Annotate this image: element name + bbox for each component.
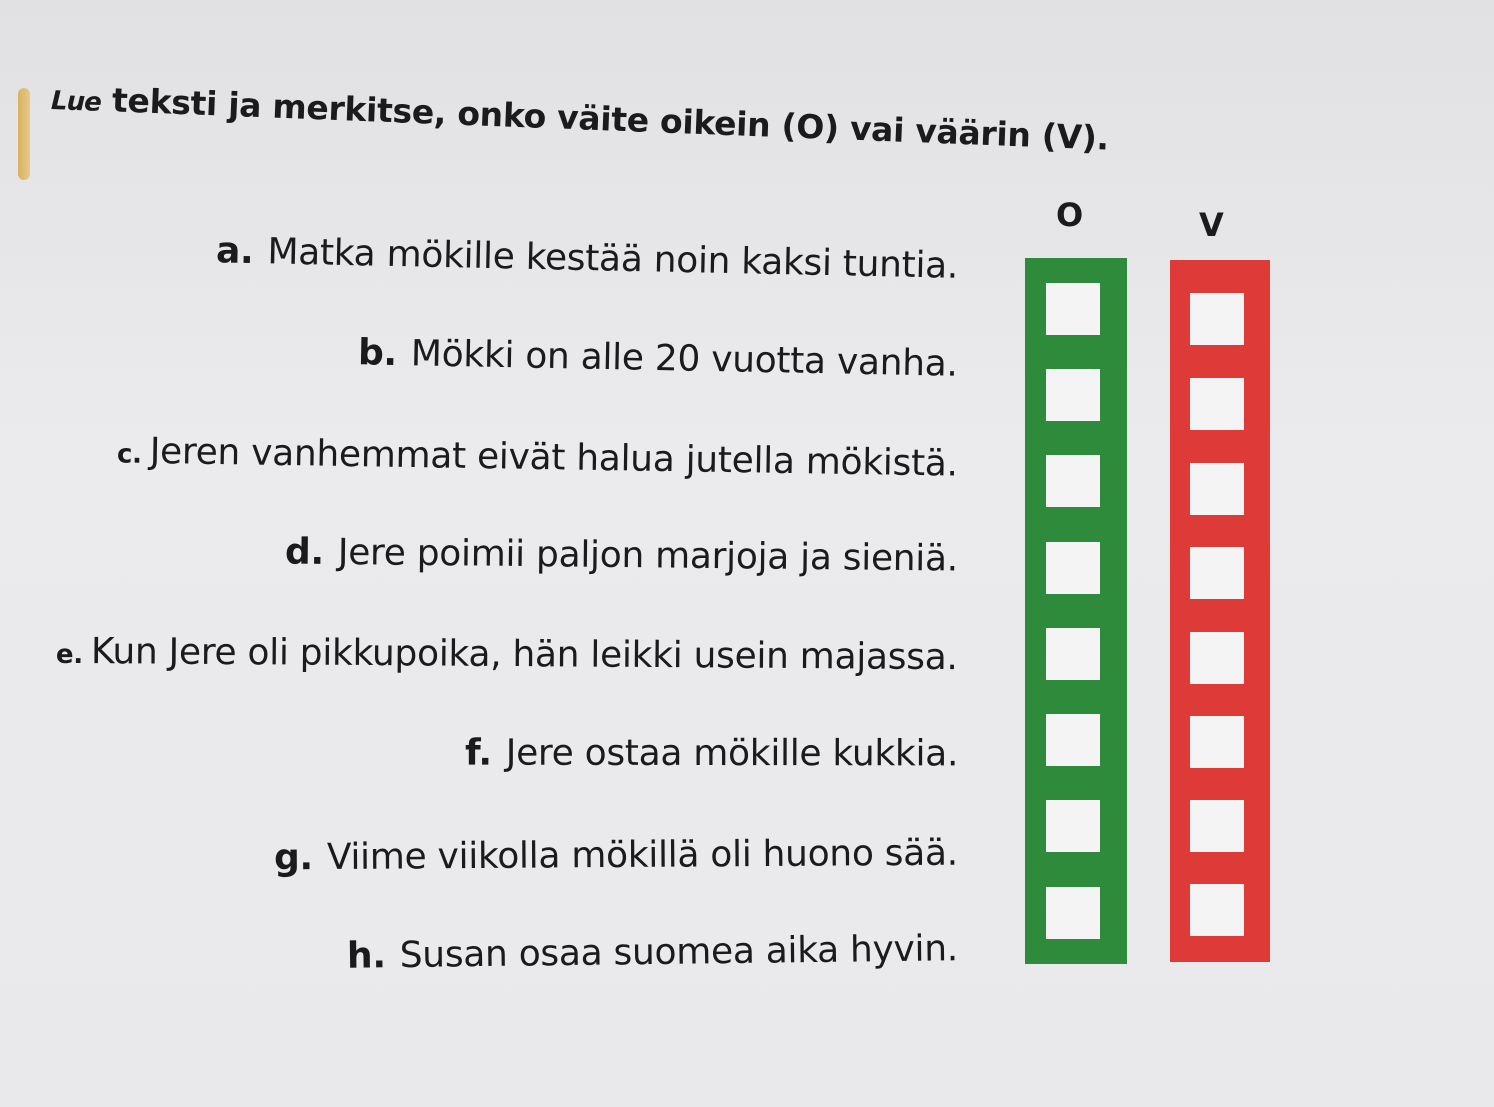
- checkbox-false-c[interactable]: [1190, 463, 1244, 515]
- statement-letter: c.: [116, 439, 143, 470]
- statement-text: Jeren vanhemmat eivät halua jutella mökistä.: [149, 430, 959, 485]
- checkbox-true-h[interactable]: [1046, 887, 1100, 939]
- false-answer-strip: [1170, 260, 1270, 962]
- statement-letter: f.: [464, 732, 492, 774]
- checkbox-false-h[interactable]: [1190, 884, 1244, 936]
- checkbox-true-f[interactable]: [1046, 714, 1100, 766]
- statement-text: Susan osaa suomea aika hyvin.: [399, 928, 959, 977]
- statement-a: [216, 230, 959, 287]
- instruction-text: teksti ja merkitse, onko väite oikein (O) vai väärin (V).: [111, 80, 1110, 158]
- statement-e: [56, 631, 958, 678]
- checkbox-false-e[interactable]: [1190, 632, 1244, 684]
- checkbox-true-e[interactable]: [1046, 628, 1100, 680]
- true-answer-strip: [1025, 258, 1127, 964]
- statement-text: Jere ostaa mökille kukkia.: [505, 732, 959, 775]
- checkbox-false-d[interactable]: [1190, 547, 1244, 599]
- statement-letter: d.: [284, 531, 325, 573]
- instruction-lead: Lue: [50, 85, 102, 118]
- section-tab-marker: [18, 88, 30, 180]
- statement-c: [117, 430, 958, 484]
- checkbox-true-g[interactable]: [1046, 800, 1100, 852]
- statement-letter: h.: [346, 935, 387, 977]
- statement-g: [274, 833, 958, 879]
- statement-b: [358, 332, 958, 385]
- exercise-instruction: [51, 78, 1110, 158]
- statement-text: Matka mökille kestää noin kaksi tuntia.: [266, 231, 959, 287]
- checkbox-false-g[interactable]: [1190, 800, 1244, 852]
- statement-d: [285, 531, 958, 579]
- statement-text: Mökki on alle 20 vuotta vanha.: [410, 333, 959, 385]
- checkbox-true-c[interactable]: [1046, 455, 1100, 507]
- statement-letter: a.: [215, 230, 254, 273]
- checkbox-true-a[interactable]: [1046, 283, 1100, 335]
- checkbox-false-a[interactable]: [1190, 293, 1244, 345]
- statement-letter: g.: [274, 837, 314, 879]
- checkbox-false-b[interactable]: [1190, 378, 1244, 430]
- statement-letter: b.: [357, 332, 398, 374]
- column-header-false: V: [1199, 206, 1224, 244]
- statement-text: Kun Jere oli pikkupoika, hän leikki usein majassa.: [91, 631, 959, 679]
- statement-text: Jere poimii paljon marjoja ja sieniä.: [337, 532, 959, 580]
- statement-h: [347, 928, 958, 976]
- checkbox-true-d[interactable]: [1046, 542, 1100, 594]
- checkbox-true-b[interactable]: [1046, 369, 1100, 421]
- checkbox-false-f[interactable]: [1190, 716, 1244, 768]
- statement-f: [465, 733, 958, 775]
- statement-letter: e.: [56, 639, 84, 671]
- statement-text: Viime viikolla mökillä oli huono sää.: [326, 832, 959, 879]
- column-header-true: O: [1056, 196, 1084, 234]
